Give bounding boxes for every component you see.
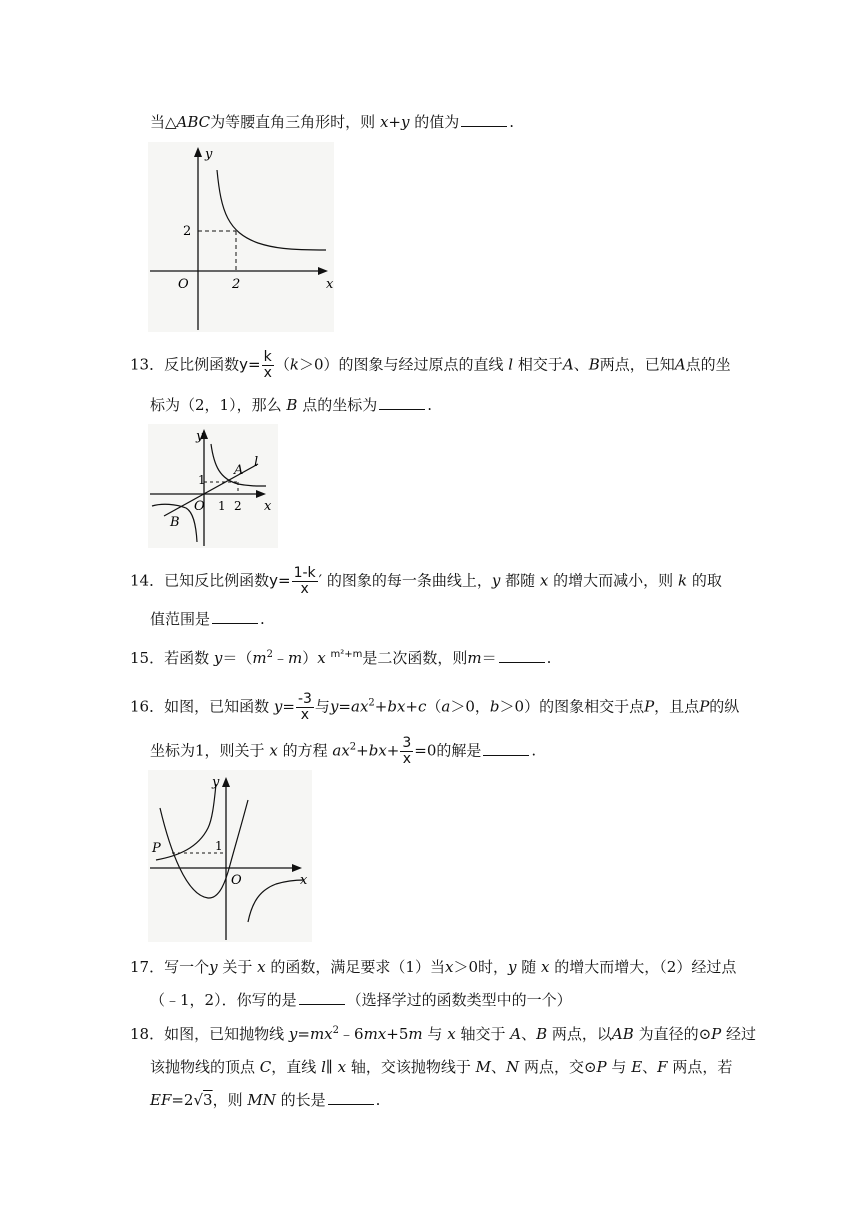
text: 值范围是 [150, 610, 211, 628]
x-axis-label: x [264, 499, 272, 514]
text: bx [387, 697, 406, 716]
text: + [356, 741, 369, 760]
text: 为直径的⊙ [638, 1025, 712, 1043]
fraction [262, 350, 274, 381]
text: A [674, 355, 686, 374]
text: mx [363, 1025, 387, 1043]
text: =2 [171, 1091, 194, 1109]
text: m [252, 649, 267, 667]
text: ＞0）的图象与经过原点的直线 [298, 355, 504, 374]
text: 的方程 [282, 741, 328, 760]
text: 、 [642, 1058, 658, 1076]
text: P [711, 1025, 722, 1043]
text: 、 [491, 1058, 507, 1076]
text: 坐标为1，则关于 [150, 741, 265, 760]
tick-label: 1 [198, 473, 206, 487]
fraction-denominator: x [402, 751, 411, 767]
text: = [282, 697, 295, 716]
text: AB [611, 1025, 634, 1043]
text: 两点，以 [551, 1025, 612, 1043]
text: 为等腰直角三角形时，则 [210, 113, 376, 131]
text: A [510, 1025, 522, 1043]
text: m [288, 649, 303, 667]
text: 两点，交⊙ [523, 1058, 597, 1076]
superscript: 2 [332, 1025, 340, 1036]
text: 、 [521, 1025, 537, 1043]
text: ＝（ [222, 649, 253, 667]
text: x [447, 1025, 456, 1043]
text: 随 [521, 958, 537, 976]
q14-line-2 [150, 609, 265, 629]
answer-blank [379, 395, 425, 410]
graph-q16 [148, 770, 312, 942]
fraction-numerator: k [262, 350, 274, 366]
text: A [562, 355, 574, 374]
text: ，则 [212, 1091, 243, 1109]
text: 写一个 [164, 958, 210, 976]
text: P [644, 697, 655, 716]
text: MN [247, 1091, 276, 1109]
sqrt-symbol: √ [193, 1091, 204, 1109]
fraction-numerator: 3 [402, 735, 412, 751]
text: x [541, 958, 550, 976]
text: = [338, 697, 351, 716]
text: . [375, 1091, 381, 1109]
text: 轴，交该抛物线于 [350, 1058, 471, 1076]
point-label-A: A [234, 463, 244, 478]
y-axis-label: y [205, 147, 213, 162]
text: F [657, 1058, 668, 1076]
text: （ [426, 697, 442, 716]
text: y [273, 697, 283, 716]
text: 的增大而减小，则 [553, 571, 674, 590]
answer-blank [212, 609, 258, 624]
text: N [506, 1058, 520, 1076]
text: B [286, 396, 298, 414]
text: 如图，已知函数 [164, 697, 270, 716]
fraction [292, 566, 318, 597]
fraction [400, 736, 413, 767]
answer-blank [299, 990, 345, 1005]
text: x [269, 741, 278, 760]
figure-q12 [148, 142, 334, 332]
answer-blank [461, 112, 507, 127]
text: 、 [573, 355, 589, 374]
text: l [508, 355, 514, 374]
question-number: 15． [130, 649, 165, 667]
question-number: 18． [130, 1025, 165, 1043]
text: x [444, 958, 454, 976]
question-number: 17． [130, 958, 165, 976]
text: 的纵 [709, 697, 740, 716]
text: x+y [379, 113, 410, 131]
text: . [546, 649, 552, 667]
text: x [337, 1058, 347, 1076]
text: ＞0时， [453, 958, 508, 976]
fraction-numerator: -3 [297, 691, 312, 707]
fraction-denominator: x [300, 581, 309, 597]
superscript: 2 [349, 741, 357, 753]
text: 的函数，满足要求（1）当 [270, 958, 445, 976]
text: m [467, 649, 482, 667]
text: y= [269, 571, 291, 590]
answer-blank [328, 1090, 374, 1105]
text: . [509, 113, 515, 131]
text: y [209, 958, 218, 976]
text: c [418, 697, 427, 716]
q17-line-1 [130, 957, 736, 977]
text: ′ [318, 571, 323, 590]
text: ，且点 [654, 697, 700, 716]
text: = [297, 1025, 310, 1043]
text: 反比例函数 [164, 355, 240, 374]
text: 若函数 [164, 649, 210, 667]
text: b [489, 697, 500, 716]
q15-line [130, 648, 551, 668]
text: 的增大而增大，（2）经过点 [554, 958, 737, 976]
text: ∥ [325, 1058, 333, 1076]
y-axis-label: y [212, 775, 220, 790]
text: y [329, 697, 339, 716]
text: l [321, 1058, 326, 1076]
text: 该抛物线的顶点 [150, 1058, 256, 1076]
origin-label: O [194, 499, 205, 514]
text: 轴交于 [460, 1025, 506, 1043]
text: 的图象的每一条曲线上， [326, 571, 492, 590]
text: y [491, 571, 501, 590]
point-label-B: B [170, 515, 180, 530]
tick-label: 2 [234, 499, 242, 513]
text: + [374, 697, 388, 716]
q18-line-1 [130, 1024, 756, 1044]
text: B [588, 355, 600, 374]
text: ） [302, 649, 318, 667]
q16-line-1 [130, 692, 739, 723]
text: 经过 [726, 1025, 757, 1043]
text: 两点，已知 [599, 355, 675, 374]
text: ＞0）的图象相交于点 [499, 697, 645, 716]
text: ＞0， [450, 697, 490, 716]
q14-line-1 [130, 566, 722, 597]
text: a [441, 697, 451, 716]
text: （﹣1，2）．你写的是 [150, 991, 297, 1009]
text: （选择学过的函数类型中的一个） [346, 991, 572, 1009]
tick-label: 2 [232, 277, 241, 292]
graph-q13 [148, 424, 278, 548]
text: 相交于 [517, 355, 563, 374]
text: C [259, 1058, 272, 1076]
text: x [539, 571, 549, 590]
text: k [677, 571, 688, 590]
x-axis-label: x [326, 277, 334, 292]
text: 两点，若 [672, 1058, 733, 1076]
text: 是二次函数，则 [362, 649, 468, 667]
answer-blank [483, 741, 529, 756]
answer-blank [499, 648, 545, 663]
y-axis-label: y [196, 429, 204, 444]
text: 当△ [150, 113, 177, 131]
text: ax [351, 697, 369, 716]
text: P [699, 697, 710, 716]
line-label: l [254, 455, 259, 470]
text: 点的坐 [685, 355, 731, 374]
text: ax [332, 741, 350, 760]
question-number: 16． [130, 697, 165, 716]
text: . [260, 610, 265, 628]
text: . [531, 741, 537, 760]
text: x [257, 958, 266, 976]
figure-q13 [148, 424, 278, 548]
text: P [596, 1058, 607, 1076]
text: 的取 [691, 571, 722, 590]
origin-label: O [178, 277, 189, 292]
text: y= [239, 355, 261, 374]
text: 的值为 [414, 113, 460, 131]
text: k [289, 355, 299, 374]
text: 与 [611, 1058, 627, 1076]
text: B [536, 1025, 548, 1043]
text: m [408, 1025, 423, 1043]
radicand: 3 [203, 1091, 213, 1109]
text: 点的坐标为 [302, 396, 378, 414]
origin-label: O [231, 873, 242, 888]
graph-q12 [148, 142, 334, 332]
tick-label: 1 [215, 839, 223, 853]
fraction-denominator: x [300, 707, 310, 723]
text: E [631, 1058, 643, 1076]
text: EF [150, 1091, 172, 1109]
text: ﹣6 [339, 1025, 364, 1043]
text: . [427, 396, 432, 414]
text: mx [309, 1025, 333, 1043]
exponent: m²+m [330, 649, 363, 660]
tick-label: 2 [183, 224, 192, 239]
text: 都随 [505, 571, 536, 590]
q18-line-2 [150, 1057, 732, 1077]
q16-line-2 [150, 736, 536, 767]
text: +5 [386, 1025, 409, 1043]
text: 与 [427, 1025, 443, 1043]
text: 标为（2，1），那么 [150, 396, 282, 414]
q13-line-2 [150, 395, 432, 415]
text: 关于 [222, 958, 253, 976]
text: y [213, 649, 223, 667]
text: ABC [176, 113, 211, 131]
superscript: 2 [368, 697, 375, 709]
x-axis-label: x [300, 873, 308, 888]
fraction [296, 692, 314, 723]
q13-line-1 [130, 350, 731, 381]
superscript: 2 [266, 649, 273, 660]
text: ＝ [481, 649, 497, 667]
text: 的长是 [280, 1091, 326, 1109]
point-label-P: P [152, 841, 161, 856]
question-number: 13． [130, 355, 165, 374]
text: =0的解是 [414, 741, 482, 760]
text: y [288, 1025, 298, 1043]
text: y [507, 958, 517, 976]
text: + [405, 697, 418, 716]
q12-line [150, 112, 514, 132]
fraction-numerator: 1-k [293, 565, 316, 581]
text: bx [368, 741, 387, 760]
question-number: 14． [130, 571, 165, 590]
text: 与 [314, 697, 330, 716]
text: ，直线 [271, 1058, 317, 1076]
text: 已知反比例函数 [164, 571, 270, 590]
text: M [475, 1058, 492, 1076]
text: 如图，已知抛物线 [164, 1025, 285, 1043]
text: ﹣ [273, 649, 289, 667]
tick-label: 1 [218, 499, 226, 513]
figure-q16 [148, 770, 312, 942]
q18-line-3 [150, 1090, 380, 1110]
text: + [386, 741, 400, 760]
text: （ [274, 355, 290, 374]
fraction-denominator: x [263, 365, 272, 381]
q17-line-2 [150, 990, 572, 1010]
text: x [317, 649, 326, 667]
